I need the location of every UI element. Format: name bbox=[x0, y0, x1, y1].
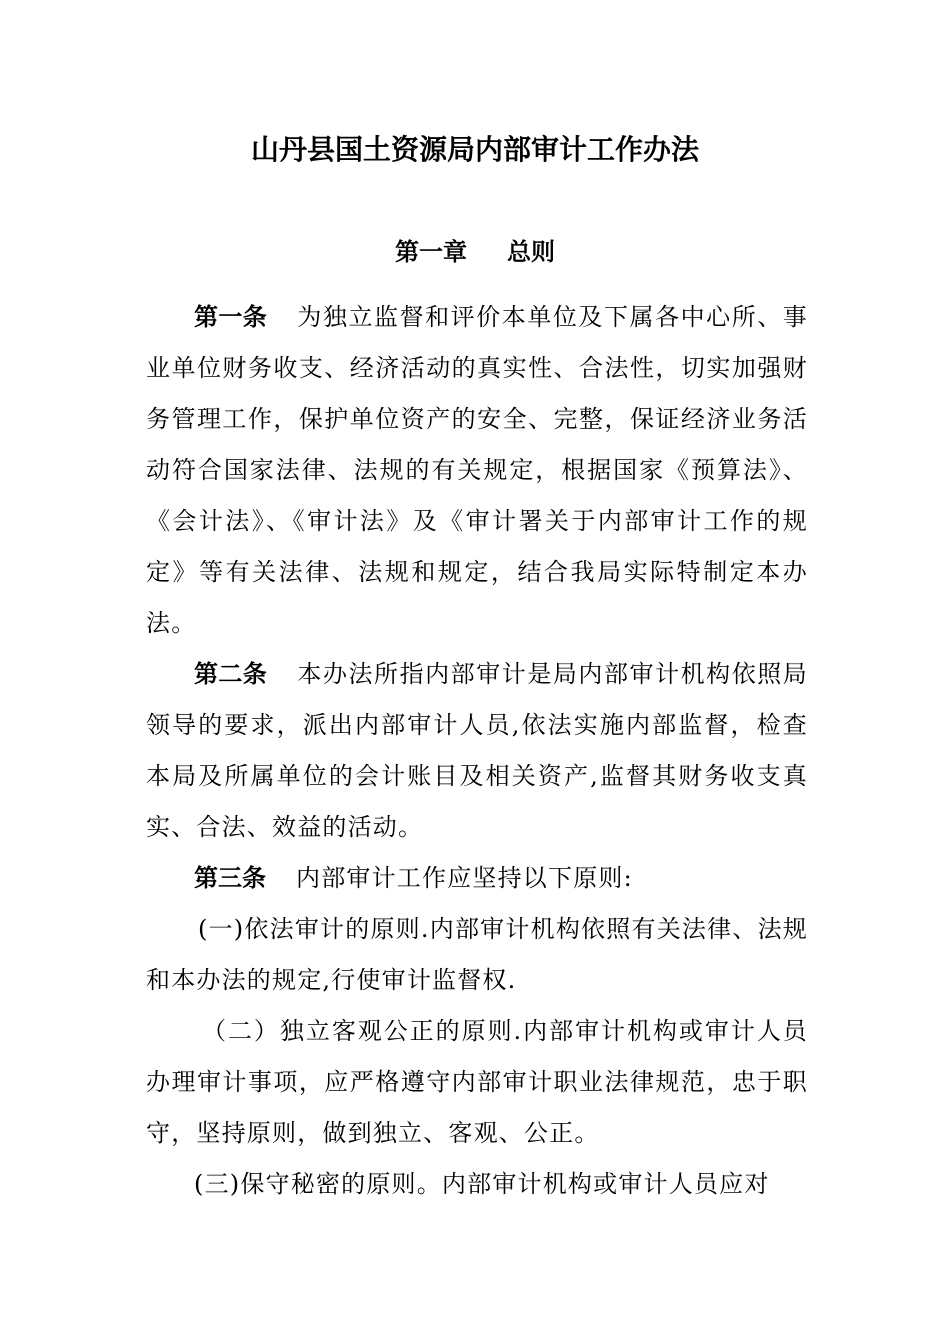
chapter-name: 总则 bbox=[507, 237, 555, 266]
document-title: 山丹县国土资源局内部审计工作办法 bbox=[250, 133, 699, 166]
article-2-text: 本办法所指内部审计是局内部审计机构依照局领导的要求，派出内部审计人员,依法实施内部监督，检查本局及所属单位的会计账目及相关资产,监督其财务收支真实、合法、效益的活动。 bbox=[146, 660, 809, 841]
article-3-label: 第三条 bbox=[194, 864, 266, 892]
article-1 bbox=[146, 292, 808, 649]
principle-1: (一)依法审计的原则.内部审计机构依照有关法律、法规和本办法的规定,行使审计监督权. bbox=[146, 915, 808, 994]
article-3 bbox=[146, 853, 808, 904]
article-2 bbox=[146, 649, 808, 853]
chapter-heading bbox=[0, 232, 950, 272]
article-1-label: 第一条 bbox=[194, 303, 268, 331]
principle-2: （二）独立客观公正的原则.内部审计机构或审计人员办理审计事项，应严格遵守内部审计职业法律规范，忠于职守，坚持原则，做到独立、客观、公正。 bbox=[146, 1017, 808, 1147]
article-2-label: 第二条 bbox=[194, 660, 268, 688]
article-3-text: 内部审计工作应坚持以下原则: bbox=[296, 864, 633, 892]
principle-3: (三)保守秘密的原则。内部审计机构或审计人员应对 bbox=[194, 1170, 770, 1198]
document-body bbox=[146, 292, 808, 1210]
chapter-number: 第一章 bbox=[395, 237, 467, 266]
article-1-text: 为独立监督和评价本单位及下属各中心所、事业单位财务收支、经济活动的真实性、合法性，切实加强财务管理工作，保护单位资产的安全、完整，保证经济业务活动符合国家法律、法规的有关规定，根据国家《预算法》、《会计法》、《审计法》及《审计署关于内部审计工作的规定》等有关法律、法规和规定，结合我局实际特制定本办法。 bbox=[146, 303, 809, 637]
